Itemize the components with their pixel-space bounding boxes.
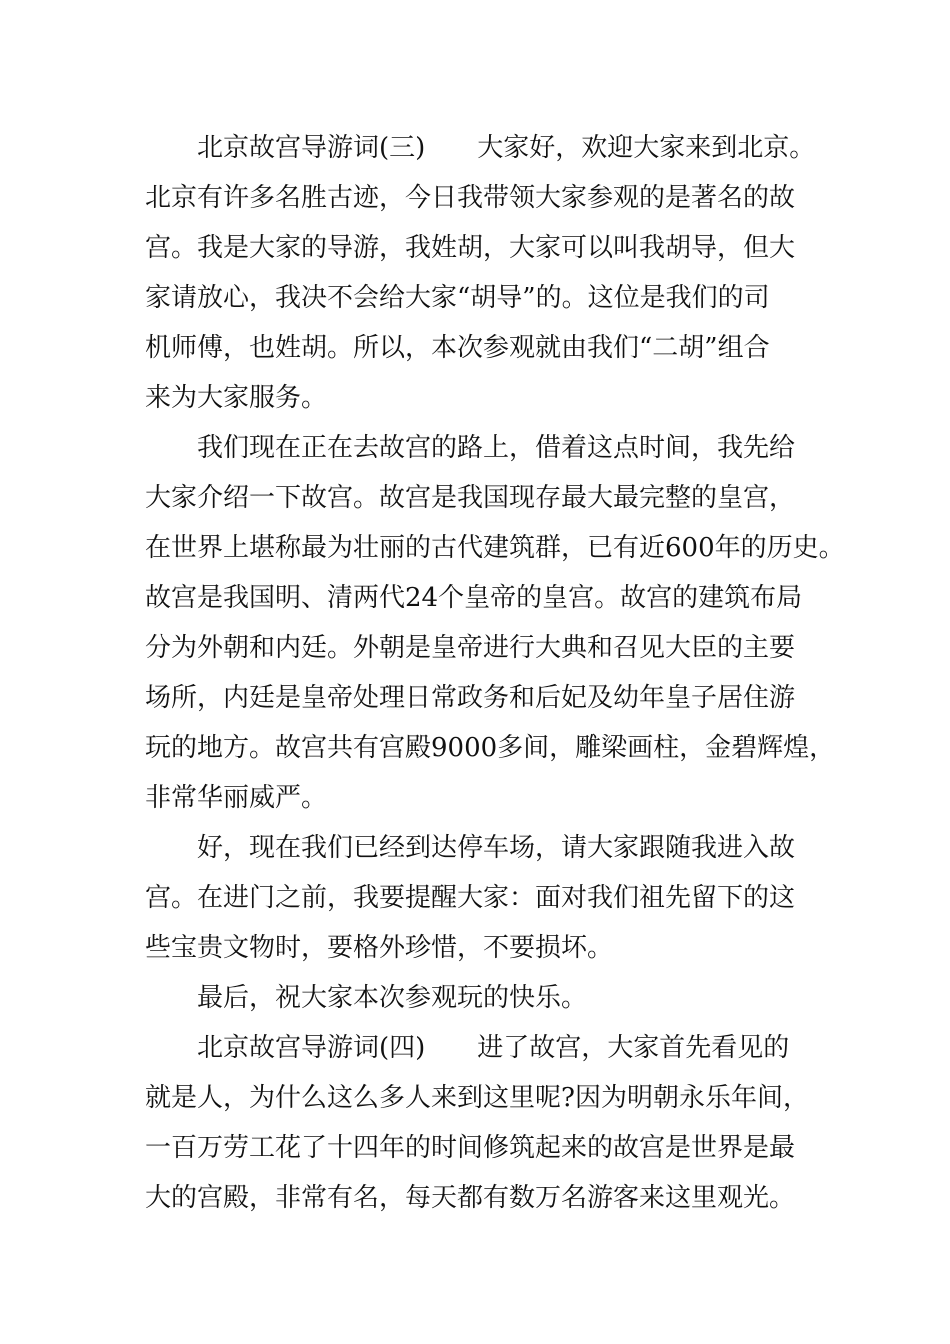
text-segment: 大家好，欢迎大家来到北京。: [477, 133, 816, 163]
section-heading: 北京故宫导游词(四): [197, 1033, 426, 1063]
text-line: 分为外朝和内廷。外朝是皇帝进行大典和召见大臣的主要: [145, 633, 796, 663]
text-line: 玩的地方。故宫共有宫殿9000多间，雕梁画柱，金碧辉煌，: [145, 733, 836, 763]
text-line: [197, 131, 815, 165]
text-segment: 进了故宫，大家首先看见的: [477, 1033, 790, 1063]
text-line: [197, 1031, 789, 1065]
section-heading: 北京故宫导游词(三): [197, 133, 426, 163]
text-line: 北京有许多名胜古迹，今日我带领大家参观的是著名的故: [145, 183, 796, 213]
text-line: 我们现在正在去故宫的路上，借着这点时间，我先给: [197, 433, 796, 463]
text-line: 大的宫殿，非常有名，每天都有数万名游客来这里观光。: [145, 1183, 796, 1213]
text-line: 大家介绍一下故宫。故宫是我国现存最大最完整的皇宫，: [145, 483, 796, 513]
text-line: 宫。我是大家的导游，我姓胡，大家可以叫我胡导，但大: [145, 233, 796, 263]
text-line: 好，现在我们已经到达停车场，请大家跟随我进入故: [197, 833, 796, 863]
text-line: 最后，祝大家本次参观玩的快乐。: [197, 983, 588, 1013]
text-line: 非常华丽威严。: [145, 783, 328, 813]
text-line: 来为大家服务。: [145, 383, 328, 413]
text-line: 些宝贵文物时，要格外珍惜，不要损坏。: [145, 933, 614, 963]
text-line: 家请放心，我决不会给大家“胡导”的。这位是我们的司: [145, 283, 770, 313]
text-line: 场所，内廷是皇帝处理日常政务和后妃及幼年皇子居住游: [145, 683, 796, 713]
text-line: 就是人，为什么这么多人来到这里呢?因为明朝永乐年间，: [145, 1083, 809, 1113]
text-line: 宫。在进门之前，我要提醒大家：面对我们祖先留下的这: [145, 883, 796, 913]
text-line: 在世界上堪称最为壮丽的古代建筑群，已有近600年的历史。: [145, 533, 845, 563]
text-line: 机师傅，也姓胡。所以，本次参观就由我们“二胡”组合: [145, 333, 770, 363]
text-line: 一百万劳工花了十四年的时间修筑起来的故宫是世界是最: [145, 1133, 796, 1163]
text-line: 故宫是我国明、清两代24个皇帝的皇宫。故宫的建筑布局: [145, 583, 803, 613]
